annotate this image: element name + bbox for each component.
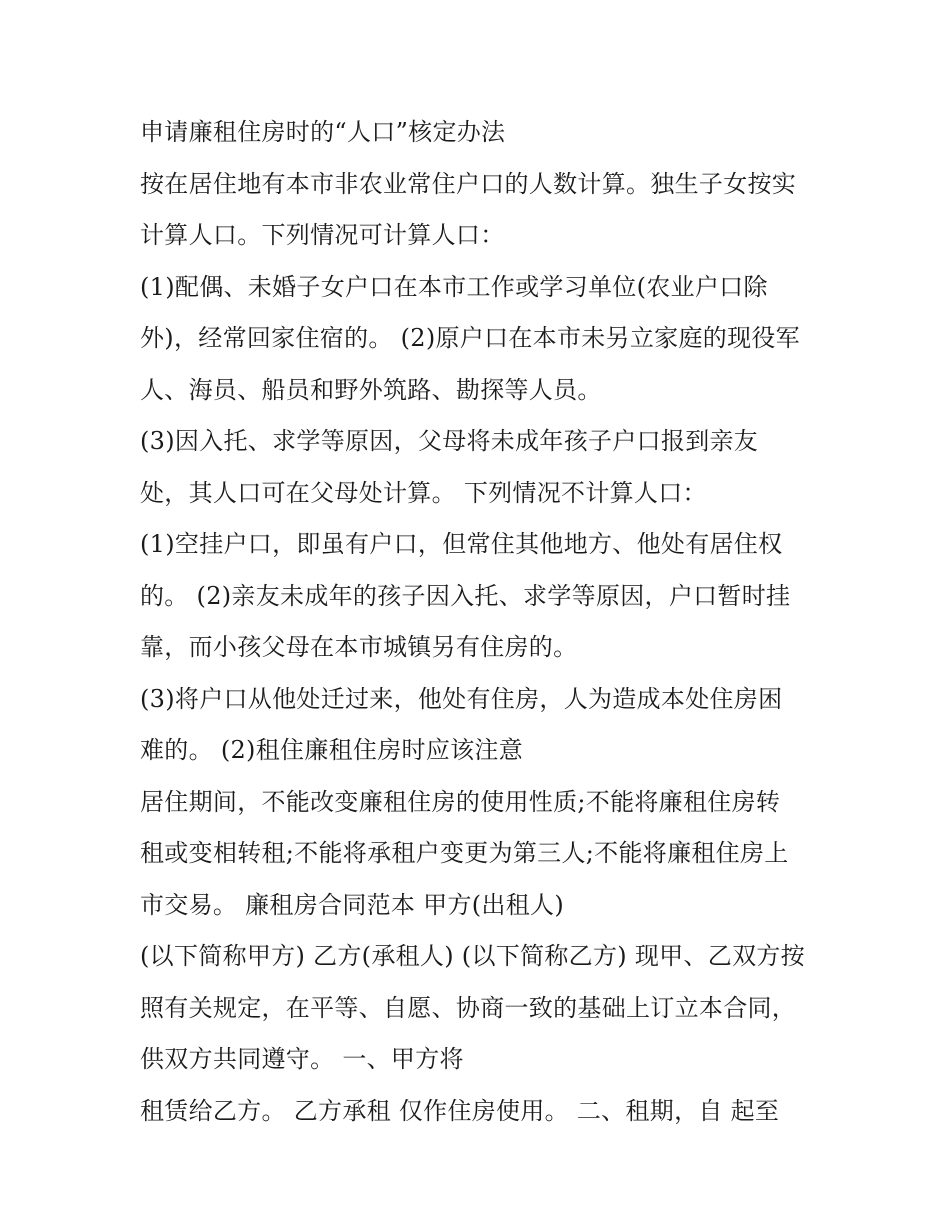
text-line: 供双方共同遵守。 一、甲方将	[140, 1045, 464, 1073]
text-line: 计算人口。下列情况可计算人口：	[140, 221, 505, 249]
text-line: 按在居住地有本市非农业常住户口的人数计算。独生子女按实	[140, 169, 797, 198]
text-line: 人、海员、船员和野外筑路、勘探等人员。	[140, 375, 602, 404]
text-line: 租赁给乙方。 乙方承租 仅作住房使用。 二、租期，自 起至	[140, 1096, 780, 1125]
text-line: 的。 (2)亲友未成年的孩子因入托、求学等原因，户口暂时挂	[140, 581, 791, 610]
text-line: (3)将户口从他处迁过来，他处有住房，人为造成本处住房困	[140, 684, 783, 713]
text-line: (3)因入托、求学等原因，父母将未成年孩子户口报到亲友	[140, 427, 759, 455]
text-line: 靠，而小孩父母在本市城镇另有住房的。	[140, 633, 578, 661]
text-line: (1)空挂户口，即虽有户口，但常住其他地方、他处有居住权	[140, 530, 783, 558]
text-line: 照有关规定，在平等、自愿、协商一致的基础上订立本合同，	[140, 993, 797, 1022]
text-line: (以下简称甲方) 乙方(承租人) (以下简称乙方) 现甲、乙双方按	[140, 942, 805, 970]
text-line: 外)，经常回家住宿的。 (2)原户口在本市未另立家庭的现役军	[140, 324, 800, 352]
document-body	[140, 107, 840, 1137]
text-line: 难的。 (2)租住廉租住房时应该注意	[140, 736, 524, 764]
text-line: 租或变相转租;不能将承租户变更为第三人;不能将廉租住房上	[140, 839, 789, 867]
text-line: 居住期间，不能改变廉租住房的使用性质;不能将廉租住房转	[140, 787, 781, 816]
text-line: 处，其人口可在父母处计算。 下列情况不计算人口：	[140, 478, 707, 507]
text-line: (1)配偶、未婚子女户口在本市工作或学习单位(农业户口除	[140, 272, 768, 301]
document-title: 申请廉租住房时的“人口”核定办法	[140, 118, 506, 146]
text-line: 市交易。 廉租房合同范本 甲方(出租人)	[140, 890, 564, 919]
